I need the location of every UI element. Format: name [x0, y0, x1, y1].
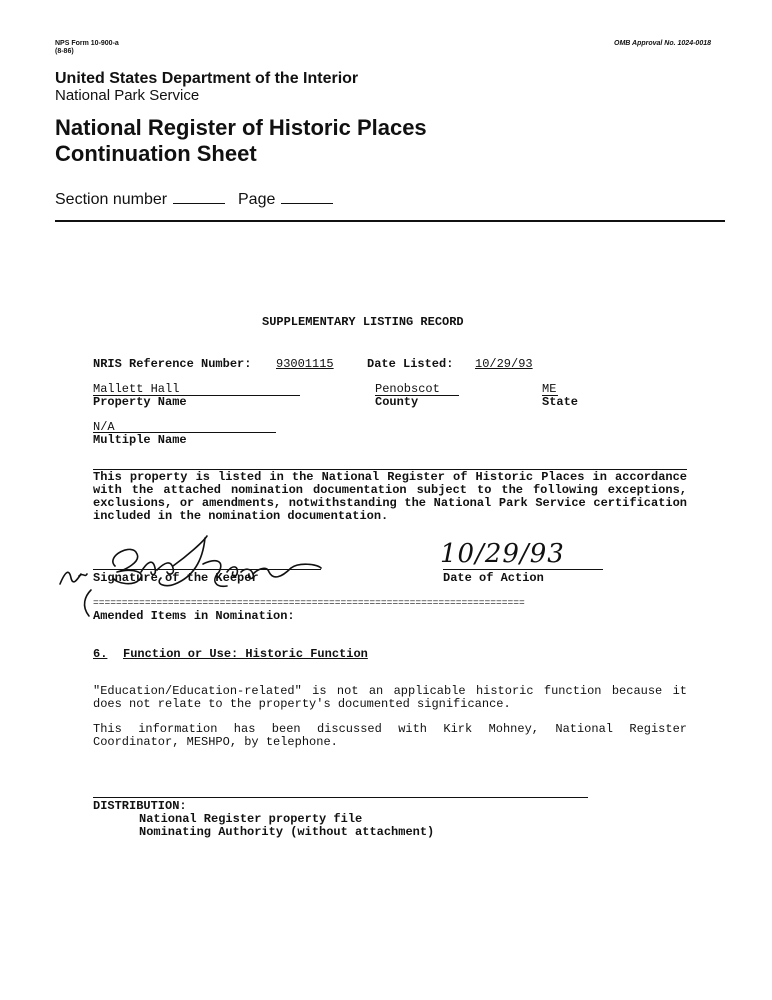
item-title: Function or Use: Historic Function [123, 647, 368, 661]
amended-items-label: Amended Items in Nomination: [93, 609, 295, 623]
state-value: ME [542, 382, 557, 396]
distribution-item: Nominating Authority (without attachment) [139, 825, 435, 839]
county-value: Penobscot [375, 382, 440, 396]
page-label: Page [238, 191, 276, 208]
section-number-label: Section number [55, 191, 168, 208]
document-subtitle: Continuation Sheet [55, 141, 257, 166]
multiple-name-label: Multiple Name [93, 433, 187, 447]
header-divider [55, 220, 725, 222]
signature-label: Signature of the Keeper [93, 571, 259, 585]
amendment-paragraph-2: This information has been discussed with Kirk Mohney, National Register Coordinator, MESHPO, by telephone. [93, 722, 687, 749]
page-field [238, 191, 333, 209]
date-of-action-value: 10/29/93 [440, 539, 565, 569]
county-label: County [375, 395, 419, 409]
state-label: State [542, 395, 579, 409]
signature-line [93, 569, 321, 570]
record-heading: SUPPLEMENTARY LISTING RECORD [262, 315, 464, 329]
date-listed-value: 10/29/93 [475, 357, 533, 371]
listing-statement: This property is listed in the National Register of Historic Places in accordance with the attached nomination documentation subject to the following exceptions, exclusions, or amendments, notwithstanding the National Park Service certification included in the nomination documentation. [93, 470, 687, 523]
date-listed-label: Date Listed: [367, 357, 454, 371]
date-of-action-line [443, 569, 603, 570]
form-id: NPS Form 10-900-a [55, 40, 119, 47]
document-title: National Register of Historic Places [55, 115, 427, 140]
distribution-item: National Register property file [139, 812, 363, 826]
property-name-label: Property Name [93, 395, 187, 409]
separator-line: =========================================================================== [93, 597, 525, 608]
section-number-field [55, 191, 225, 209]
agency-name: National Park Service [55, 87, 200, 104]
multiple-name-value: N/A [93, 420, 115, 434]
omb-approval: OMB Approval No. 1024-0018 [614, 40, 711, 47]
nris-label: NRIS Reference Number: [93, 357, 252, 371]
department-name: United States Department of the Interior [55, 70, 359, 87]
date-of-action-label: Date of Action [443, 571, 544, 585]
item-number: 6. [93, 647, 108, 661]
amendment-paragraph-1: "Education/Education-related" is not an applicable historic function because it does not relate to the property's documented significance. [93, 684, 687, 711]
form-date: (8-86) [55, 48, 74, 55]
distribution-rule [93, 797, 588, 798]
distribution-label: DISTRIBUTION: [93, 799, 187, 813]
property-name-value: Mallett Hall [93, 382, 180, 396]
nris-value: 93001115 [276, 357, 334, 371]
section-number-blank [173, 203, 225, 204]
page-blank [281, 203, 333, 204]
